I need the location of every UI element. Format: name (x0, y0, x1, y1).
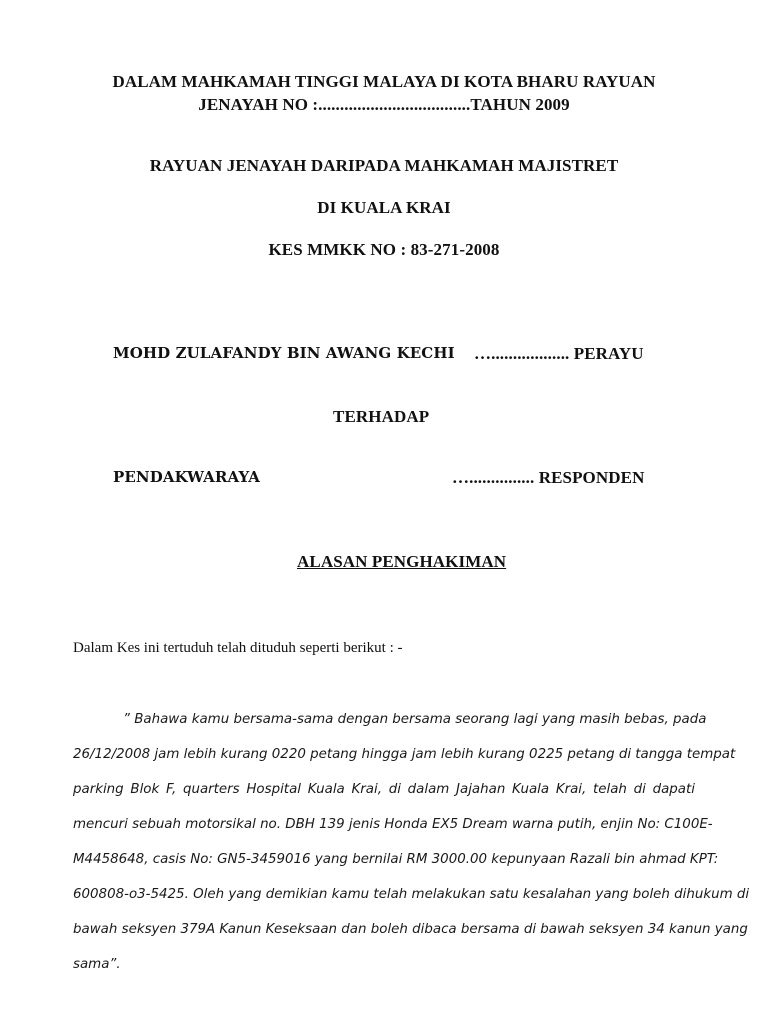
case-number: KES MMKK NO : 83-271-2008 (268, 240, 500, 259)
intro-text: Dalam Kes ini tertuduh telah dituduh seperti berikut : - (73, 640, 403, 656)
charge-line: bawah seksyen 379A Kanun Keseksaan dan boleh dibaca bersama di bawah seksyen 34 kanun yang (73, 922, 748, 937)
appellant-role: ….................. PERAYU (474, 344, 644, 363)
charge-line: 26/12/2008 jam lebih kurang 0220 petang hingga jam lebih kurang 0225 petang di tangga tempat (73, 747, 736, 762)
respondent-role: …............... RESPONDEN (452, 468, 645, 487)
location-heading: DI KUALA KRAI (317, 198, 451, 217)
charge-line: ” Bahawa kamu bersama-sama dengan bersama seorang lagi yang masih bebas, pada (123, 712, 707, 727)
charge-line: mencuri sebuah motorsikal no. DBH 139 jenis Honda EX5 Dream warna putih, enjin No: C100E- (73, 817, 713, 832)
section-title: ALASAN PENGHAKIMAN (297, 552, 507, 571)
court-title-line-1: DALAM MAHKAMAH TINGGI MALAYA DI KOTA BHARU RAYUAN (112, 72, 656, 91)
charge-line: sama”. (73, 957, 121, 972)
charge-line: parking Blok F, quarters Hospital Kuala Krai, di dalam Jajahan Kuala Krai, telah di dapati (73, 782, 695, 797)
appellant-name: MOHD ZULAFANDY BIN AWANG KECHI (113, 344, 455, 362)
charge-quote (73, 702, 750, 982)
respondent-name: PENDAKWARAYA (113, 468, 261, 486)
court-title-line-2: JENAYAH NO :...................................TAHUN 2009 (198, 95, 570, 114)
charge-line: 600808-o3-5425. Oleh yang demikian kamu telah melakukan satu kesalahan yang boleh dihukum di (73, 887, 750, 902)
versus-label: TERHADAP (333, 407, 430, 426)
charge-line: M4458648, casis No: GN5-3459016 yang bernilai RM 3000.00 kepunyaan Razali bin ahmad KPT: (73, 852, 719, 867)
appeal-heading: RAYUAN JENAYAH DARIPADA MAHKAMAH MAJISTRET (149, 156, 619, 175)
